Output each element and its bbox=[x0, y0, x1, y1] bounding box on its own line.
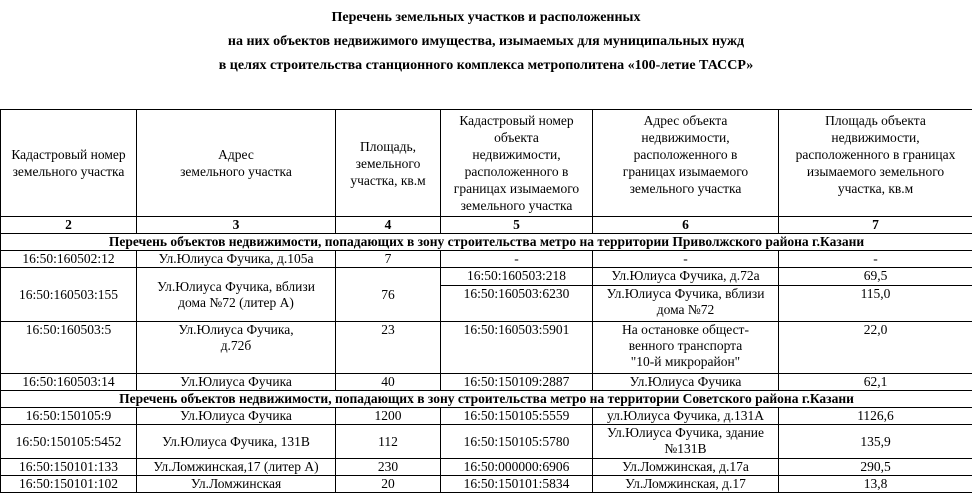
cell-object-address: Ул.Юлиуса Фучика, здание №131В bbox=[593, 425, 779, 459]
cell-cadastral-object: - bbox=[441, 251, 593, 268]
title-line-3: в целях строительства станционного комплекса метрополитена «100-летие ТАССР» bbox=[218, 58, 754, 73]
cell-plot-area: 76 bbox=[336, 268, 441, 322]
header-cadastral-object: Кадастровый номер объекта недвижимости, расположенного в границах изымаемого земельного участка bbox=[441, 110, 593, 217]
cell-plot-area: 7 bbox=[336, 251, 441, 268]
header-object-area: Площадь объекта недвижимости, расположенного в границах изымаемого земельного участка, кв.м bbox=[779, 110, 972, 217]
cell-plot-address: Ул.Юлиуса Фучика bbox=[137, 408, 336, 425]
cell-object-area: 1126,6 bbox=[779, 408, 972, 425]
cell-plot-area: 23 bbox=[336, 322, 441, 374]
cell-object-area: 115,0 bbox=[779, 286, 972, 322]
cell-object-area: - bbox=[779, 251, 972, 268]
cell-plot-address: Ул.Юлиуса Фучика, д.72б bbox=[137, 322, 336, 374]
cell-cadastral-plot: 16:50:160503:5 bbox=[1, 322, 137, 374]
column-number: 3 bbox=[137, 217, 336, 234]
column-number-row bbox=[1, 217, 972, 234]
cell-plot-address: Ул.Юлиуса Фучика bbox=[137, 374, 336, 391]
cell-plot-area: 40 bbox=[336, 374, 441, 391]
header-plot-area: Площадь, земельного участка, кв.м bbox=[336, 110, 441, 217]
cell-plot-address: Ул.Ломжинская bbox=[137, 476, 336, 493]
cell-plot-area: 20 bbox=[336, 476, 441, 493]
table-row bbox=[1, 268, 972, 286]
cell-object-address: Ул.Ломжинская, д.17 bbox=[593, 476, 779, 493]
cell-object-area: 69,5 bbox=[779, 268, 972, 286]
cell-object-area: 13,8 bbox=[779, 476, 972, 493]
cell-object-area: 290,5 bbox=[779, 459, 972, 476]
cell-object-address: Ул.Юлиуса Фучика bbox=[593, 374, 779, 391]
document-title bbox=[0, 6, 972, 78]
header-row bbox=[1, 110, 972, 217]
header-object-address: Адрес объекта недвижимости, расположенного в границах изымаемого земельного участка bbox=[593, 110, 779, 217]
cell-cadastral-plot: 16:50:150105:5452 bbox=[1, 425, 137, 459]
column-number: 2 bbox=[1, 217, 137, 234]
section-heading-row bbox=[1, 234, 972, 251]
section-heading-sovetsky: Перечень объектов недвижимости, попадающих в зону строительства метро на территории Советского района г.Казани bbox=[1, 391, 972, 408]
table-row bbox=[1, 408, 972, 425]
title-line-2: на них объектов недвижимого имущества, изымаемых для муниципальных нужд bbox=[227, 34, 745, 49]
cell-plot-address: Ул.Юлиуса Фучика, вблизи дома №72 (литер А) bbox=[137, 268, 336, 322]
table-row bbox=[1, 251, 972, 268]
table-row bbox=[1, 459, 972, 476]
cell-object-area: 22,0 bbox=[779, 322, 972, 374]
cell-object-address: Ул.Юлиуса Фучика, вблизи дома №72 bbox=[593, 286, 779, 322]
cell-object-address: Ул.Ломжинская, д.17а bbox=[593, 459, 779, 476]
column-number: 4 bbox=[336, 217, 441, 234]
cell-object-address: Ул.Юлиуса Фучика, д.72а bbox=[593, 268, 779, 286]
cell-plot-area: 1200 bbox=[336, 408, 441, 425]
cell-cadastral-object: 16:50:150101:5834 bbox=[441, 476, 593, 493]
cell-object-area: 135,9 bbox=[779, 425, 972, 459]
cell-cadastral-plot: 16:50:150101:133 bbox=[1, 459, 137, 476]
title-line-1: Перечень земельных участков и расположенных bbox=[331, 10, 641, 25]
cell-cadastral-object: 16:50:160503:5901 bbox=[441, 322, 593, 374]
cell-object-area: 62,1 bbox=[779, 374, 972, 391]
cell-cadastral-object: 16:50:000000:6906 bbox=[441, 459, 593, 476]
cell-object-address: ул.Юлиуса Фучика, д.131А bbox=[593, 408, 779, 425]
land-plots-table bbox=[0, 109, 972, 493]
cell-cadastral-plot: 16:50:160502:12 bbox=[1, 251, 137, 268]
cell-cadastral-plot: 16:50:160503:14 bbox=[1, 374, 137, 391]
table-row bbox=[1, 374, 972, 391]
header-plot-address: Адрес земельного участка bbox=[137, 110, 336, 217]
cell-plot-address: Ул.Юлиуса Фучика, д.105а bbox=[137, 251, 336, 268]
cell-object-address: - bbox=[593, 251, 779, 268]
cell-cadastral-object: 16:50:150105:5780 bbox=[441, 425, 593, 459]
cell-plot-address: Ул.Ломжинская,17 (литер А) bbox=[137, 459, 336, 476]
column-number: 7 bbox=[779, 217, 972, 234]
column-number: 6 bbox=[593, 217, 779, 234]
header-cadastral-plot: Кадастровый номер земельного участка bbox=[1, 110, 137, 217]
cell-plot-area: 112 bbox=[336, 425, 441, 459]
cell-object-address: На остановке общест- венного транспорта "10-й микрорайон" bbox=[593, 322, 779, 374]
cell-cadastral-plot: 16:50:150101:102 bbox=[1, 476, 137, 493]
section-heading-row bbox=[1, 391, 972, 408]
table-row bbox=[1, 322, 972, 374]
cell-cadastral-plot: 16:50:160503:155 bbox=[1, 268, 137, 322]
table-row bbox=[1, 425, 972, 459]
cell-plot-area: 230 bbox=[336, 459, 441, 476]
cell-cadastral-object: 16:50:160503:218 bbox=[441, 268, 593, 286]
column-number: 5 bbox=[441, 217, 593, 234]
section-heading-privolzhsky: Перечень объектов недвижимости, попадающих в зону строительства метро на территории Приволжского района г.Казани bbox=[1, 234, 972, 251]
cell-cadastral-object: 16:50:160503:6230 bbox=[441, 286, 593, 322]
cell-cadastral-object: 16:50:150109:2887 bbox=[441, 374, 593, 391]
table-row bbox=[1, 476, 972, 493]
cell-cadastral-object: 16:50:150105:5559 bbox=[441, 408, 593, 425]
cell-cadastral-plot: 16:50:150105:9 bbox=[1, 408, 137, 425]
cell-plot-address: Ул.Юлиуса Фучика, 131В bbox=[137, 425, 336, 459]
